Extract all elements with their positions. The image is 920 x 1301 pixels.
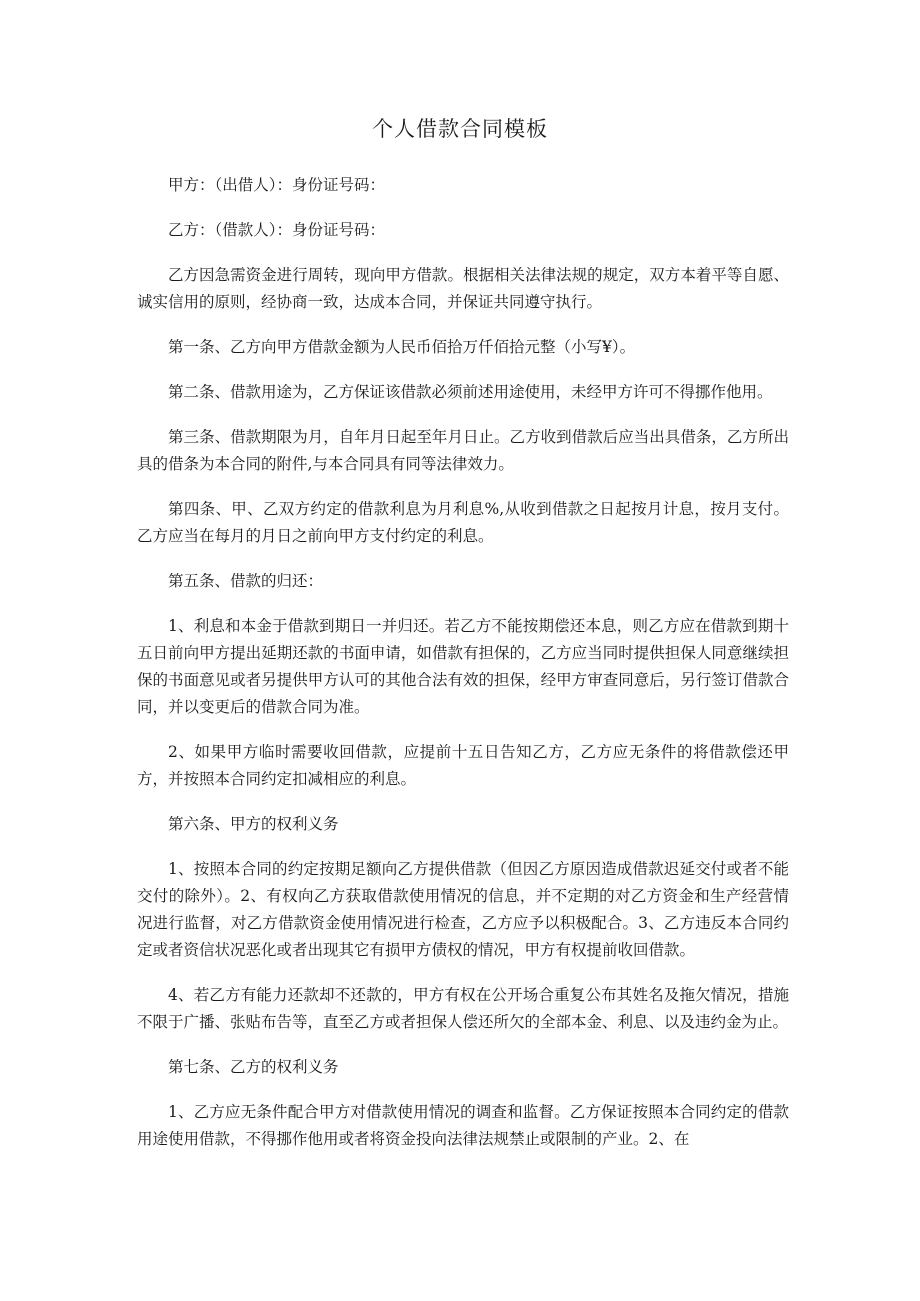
party-a-line: 甲方：（出借人）：身份证号码： xyxy=(168,176,386,194)
article-7-clause-1: 1、乙方应无条件配合甲方对借款使用情况的调查和监督。乙方保证按照本合同约定的借款用途使用借款，不得挪作他用或者将资金投向法律法规禁止或限制的产业。2、在 xyxy=(137,1103,789,1148)
article-2-loan-purpose: 第二条、借款用途为，乙方保证该借款必须前述用途使用，未经甲方许可不得挪作他用。 xyxy=(168,383,773,401)
article-6-clauses-1-3: 1、按照本合同的约定按期足额向乙方提供借款（但因乙方原因造成借款迟延交付或者不能交付的除外）。2、有权向乙方获取借款使用情况的信息，并不定期的对乙方资金和生产经营情况进行监督，对乙方借款资金使用情况进行检查，乙方应予以积极配合。3、乙方违反本合同约定或者资信状况恶化或者出现其它有损甲方债权的情况，甲方有权提前收回借款。 xyxy=(137,860,789,959)
article-5-heading: 第五条、借款的归还： xyxy=(168,572,324,590)
preamble-paragraph: 乙方因急需资金进行周转，现向甲方借款。根据相关法律法规的规定，双方本着平等自愿、诚实信用的原则，经协商一致，达成本合同，并保证共同遵守执行。 xyxy=(137,266,789,311)
document-body xyxy=(137,172,789,1171)
article-7-heading: 第七条、乙方的权利义务 xyxy=(168,1058,339,1076)
article-5-clause-2: 2、如果甲方临时需要收回借款，应提前十五日告知乙方，乙方应无条件的将借款偿还甲方，并按照本合同约定扣减相应的利息。 xyxy=(137,743,789,788)
party-b-line: 乙方：（借款人）：身份证号码： xyxy=(168,221,386,239)
document-title: 个人借款合同模板 xyxy=(372,117,548,141)
article-5-clause-1: 1、利息和本金于借款到期日一并归还。若乙方不能按期偿还本息，则乙方应在借款到期十五日前向甲方提出延期还款的书面申请，如借款有担保的，乙方应当同时提供担保人同意继续担保的书面意见或者另提供甲方认可的其他合法有效的担保，经甲方审查同意后，另行签订借款合同，并以变更后的借款合同为准。 xyxy=(137,617,789,716)
article-3-loan-term: 第三条、借款期限为月，自年月日起至年月日止。乙方收到借款后应当出具借条，乙方所出具的借条为本合同的附件,与本合同具有同等法律效力。 xyxy=(137,428,789,473)
article-1-loan-amount: 第一条、乙方向甲方借款金额为人民币佰拾万仟佰拾元整（小写¥）。 xyxy=(168,338,636,356)
article-6-clause-4: 4、若乙方有能力还款却不还款的，甲方有权在公开场合重复公布其姓名及拖欠情况，措施不限于广播、张贴布告等，直至乙方或者担保人偿还所欠的全部本金、利息、以及违约金为止。 xyxy=(137,986,789,1031)
article-6-heading: 第六条、甲方的权利义务 xyxy=(168,815,339,833)
article-4-interest: 第四条、甲、乙双方约定的借款利息为月利息%,从收到借款之日起按月计息，按月支付。乙方应当在每月的月日之前向甲方支付约定的利息。 xyxy=(137,500,789,545)
